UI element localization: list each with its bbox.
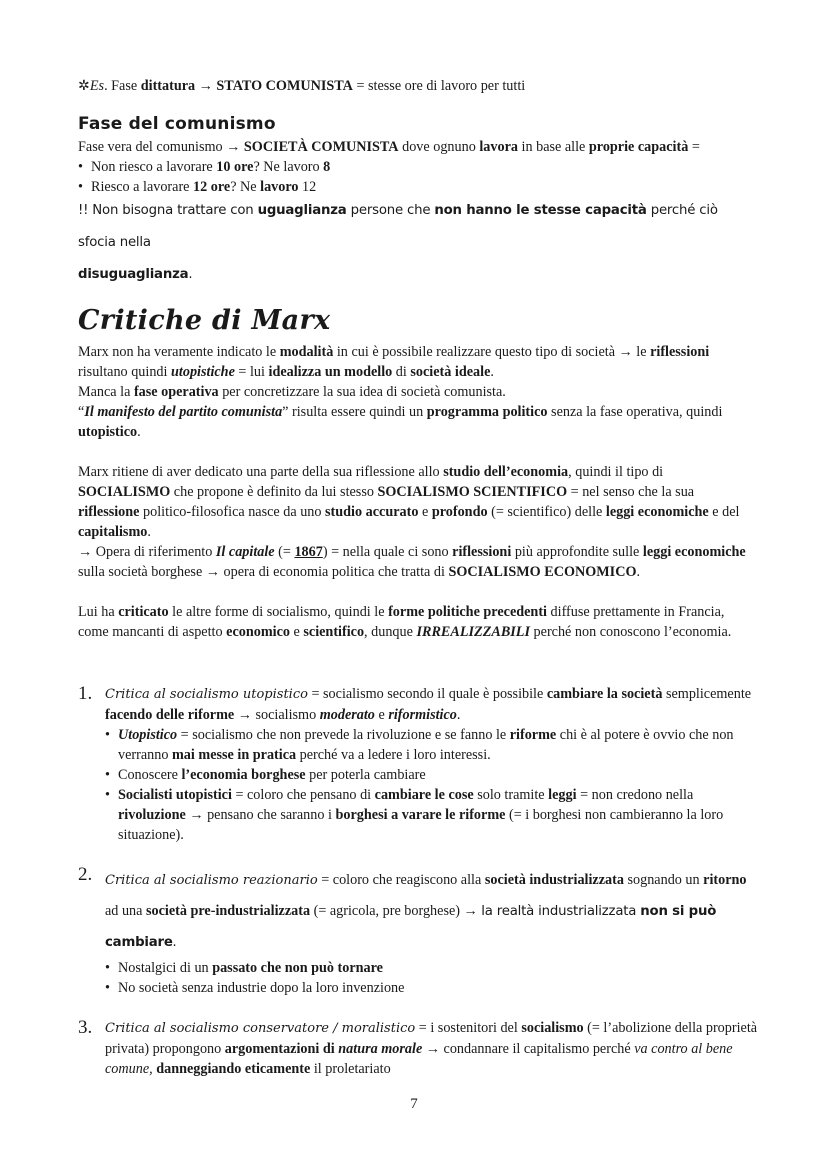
critique-title: Critica al socialismo reazionario xyxy=(105,873,318,888)
list-item: • Conoscere l’economia borghese per poterla cambiare xyxy=(105,765,758,785)
list-item: • Socialisti utopistici = coloro che pensano di cambiare le cose solo tramite leggi = non credono nella rivoluzione → pensano che saranno i borghesi a varare le riforme (= i borghesi non cambieranno la loro situazione). xyxy=(105,785,758,845)
paragraph: Marx ritiene di aver dedicato una parte della sua riflessione allo studio dell’economia, quindi il tipo di SOCIALISMO che propone è definito da lui stesso SOCIALISMO SCIENTIFICO = nel senso che la sua riflessione politico-filosofica nasce da uno studio accurato e profondo (= scientifico) delle leggi economiche e del capitalismo. xyxy=(78,464,740,540)
list-item: • Non riesco a lavorare 10 ore? Ne lavoro 8 xyxy=(78,157,758,177)
fase-comunismo-bullets xyxy=(78,157,758,197)
paragraph: Marx non ha veramente indicato le modalità in cui è possibile realizzare questo tipo di società → le riflessioni risultano quindi utopistiche = lui idealizza un modello di società ideale. xyxy=(78,344,710,380)
list-item: • Nostalgici di un passato che non può tornare xyxy=(105,958,758,978)
list-item: • No società senza industrie dopo la loro invenzione xyxy=(105,978,758,998)
paragraph: “Il manifesto del partito comunista” risulta essere quindi un programma politico senza la fase operativa, quindi utopistico. xyxy=(78,404,723,440)
asterisk-icon: ✲ xyxy=(78,78,90,94)
critiques-list xyxy=(78,684,758,1079)
intro-example-line: ✲Es. Fase dittatura → STATO COMUNISTA = stesse ore di lavoro per tutti xyxy=(78,78,526,94)
critique-title: Critica al socialismo utopistico xyxy=(105,687,308,702)
page-number: 7 xyxy=(410,1096,418,1112)
heading-critiche-marx: Critiche di Marx xyxy=(78,305,331,336)
paragraph: Lui ha criticato le altre forme di socialismo, quindi le forme politiche precedenti diffuse prettamente in Francia, come mancanti di aspetto economico e scientifico, dunque IRREALIZZABILI perché non conoscono l’economia. xyxy=(78,604,732,640)
list-item: • Utopistico = socialismo che non prevede la rivoluzione e se fanno le riforme chi è al potere è ovvio che non verranno mai messe in pratica perché va a ledere i loro interessi. xyxy=(105,725,758,765)
list-item: 1. Critica al socialismo utopistico = socialismo secondo il quale è possibile cambiare la società semplicemente facendo delle riforme → socialismo moderato e riformistico. • Utopistico = socialismo che non prevede la rivoluzione e se fanno le riforme chi è al potere è ovvio che non verranno mai messe in pratica perché va a ledere i loro interessi. • Conoscere l’economia borghese per poterla cambiare • Socialisti utopistici = coloro che pensano di cambiare le cose solo tramite leggi = non credono nella rivoluzione → pensano che saranno i borghesi a varare le riforme (= i borghesi non cambieranno la loro situazione). xyxy=(78,684,758,845)
list-item: • Riesco a lavorare 12 ore? Ne lavoro 12 xyxy=(78,177,758,197)
document-page xyxy=(78,74,758,1079)
handwritten-note: !! Non bisogna trattare con uguaglianza persone che non hanno le stesse capacità perché ciò sfocia nella disuguaglianza. xyxy=(78,203,718,282)
paragraph: → Opera di riferimento Il capitale (= 1867) = nella quale ci sono riflessioni più approfondite sulle leggi economiche sulla società borghese → opera di economia politica che tratta di SOCIALISMO ECONOMICO. xyxy=(78,544,746,580)
fase-comunismo-line: Fase vera del comunismo → SOCIETÀ COMUNISTA dove ognuno lavora in base alle proprie capacità = xyxy=(78,139,700,155)
list-item: 2. Critica al socialismo reazionario = coloro che reagiscono alla società industrializzata sognando un ritorno ad una società pre-industrializzata (= agricola, pre borghese) → la realtà industrializzata non si può cambiare. • Nostalgici di un passato che non può tornare • No società senza industrie dopo la loro invenzione xyxy=(78,865,758,998)
paragraph: Manca la fase operativa per concretizzare la sua idea di società comunista. xyxy=(78,384,506,400)
list-item: 3. Critica al socialismo conservatore / moralistico = i sostenitori del socialismo (= l’abolizione della proprietà privata) propongono argomentazioni di natura morale → condannare il capitalismo perché va contro al bene comune, danneggiando eticamente il proletariato xyxy=(78,1017,758,1077)
heading-fase-comunismo: Fase del comunismo xyxy=(78,114,276,134)
critique-title: Critica al socialismo conservatore / moralistico xyxy=(105,1021,416,1036)
